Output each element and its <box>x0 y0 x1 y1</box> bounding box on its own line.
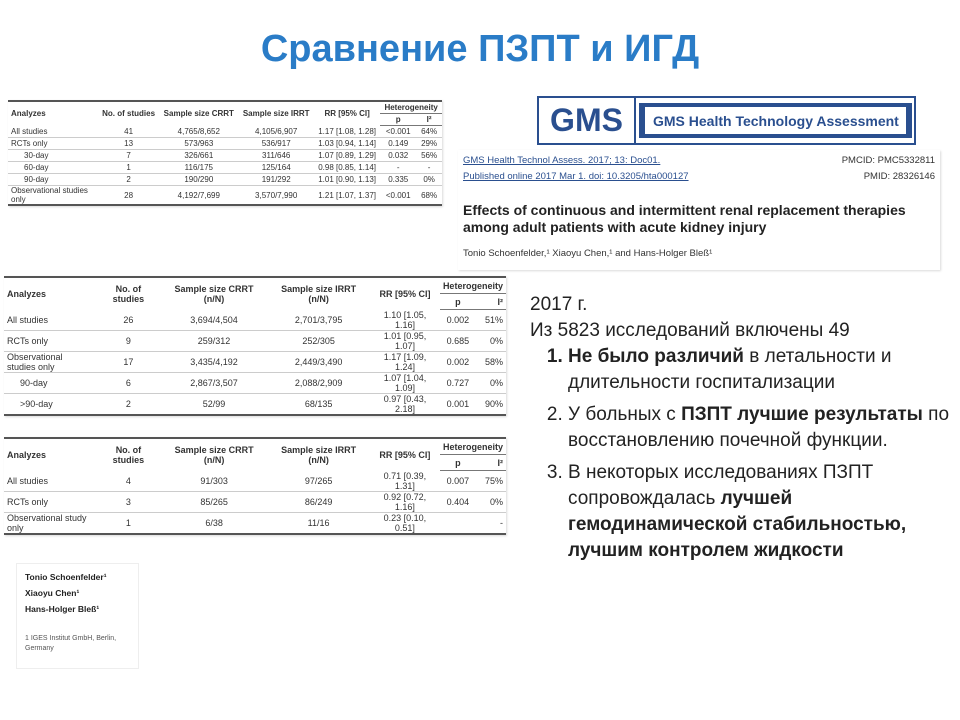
authors-card <box>16 563 139 669</box>
author-2: Xiaoyu Chen¹ <box>25 588 80 598</box>
table-row: All studies 41 4,765/8,652 4,105/6,907 1.17 [1.08, 1.28] <0.001 64% <box>8 126 442 138</box>
col-irrt: Sample size IRRT <box>238 101 314 126</box>
col-crrt: Sample size CRRT <box>159 101 238 126</box>
hospital-stay-table <box>4 437 506 535</box>
table-row: All studies 26 3,694/4,504 2,701/3,795 1.10 [1.05, 1.16] 0.002 51% <box>4 310 506 331</box>
finding-1: 1. Не было различий в летальности и длительности госпитализации <box>568 344 950 396</box>
col-irrt: Sample size IRRT (n/N) <box>267 277 370 310</box>
gms-journal-band <box>639 103 912 138</box>
summary-year: 2017 г. <box>530 294 588 315</box>
col-i2: I² <box>416 114 442 126</box>
col-analyzes: Analyzes <box>4 277 96 310</box>
author-3: Hans-Holger Bleß¹ <box>25 604 100 614</box>
finding-2: 2. У больных с ПЗПТ лучшие результаты по восстановлению почечной функции. <box>568 402 950 454</box>
col-studies: No. of studies <box>98 101 159 126</box>
table-row: RCTs only 9 259/312 252/305 1.01 [0.95, 1.07] 0.685 0% <box>4 330 506 351</box>
col-crrt: Sample size CRRT (n/N) <box>161 438 267 471</box>
summary-included: Из 5823 исследований включены 49 <box>530 320 850 341</box>
table-row: 30-day 7 326/661 311/646 1.07 [0.89, 1.29] 0.032 56% <box>8 150 442 162</box>
table-row: 90-day 6 2,867/3,507 2,088/2,909 1.07 [1.04, 1.09] 0.727 0% <box>4 372 506 393</box>
gms-logo: GMS <box>539 98 636 143</box>
col-analyzes: Analyzes <box>4 438 96 471</box>
col-heterogeneity: Heterogeneity <box>380 101 442 114</box>
col-studies: No. of studies <box>96 438 161 471</box>
gms-journal-name: GMS Health Technology Assessment <box>645 107 906 134</box>
table-row: >90-day 2 52/99 68/135 0.97 [0.43, 2.18] 0.001 90% <box>4 393 506 415</box>
col-rr: RR [95% CI] <box>314 101 380 126</box>
article-authors: Tonio Schoenfelder,¹ Xiaoyu Chen,¹ and Hans-Holger Bleß¹ <box>463 248 713 259</box>
table-row: All studies 4 91/303 97/265 0.71 [0.39, 1.31] 0.007 75% <box>4 471 506 492</box>
col-i2: I² <box>476 455 506 471</box>
renal-recovery-table <box>4 276 506 416</box>
table-row: RCTs only 13 573/963 536/917 1.03 [0.94, 1.14] 0.149 29% <box>8 138 442 150</box>
table-row: 90-day 2 190/290 191/292 1.01 [0.90, 1.13] 0.335 0% <box>8 174 442 186</box>
col-crrt: Sample size CRRT (n/N) <box>161 277 268 310</box>
col-studies: No. of studies <box>96 277 161 310</box>
author-1: Tonio Schoenfelder¹ <box>25 572 107 582</box>
col-p: p <box>440 455 476 471</box>
col-analyzes: Analyzes <box>8 101 98 126</box>
gms-journal-banner <box>537 96 916 145</box>
col-i2: I² <box>476 294 506 310</box>
col-heterogeneity: Heterogeneity <box>440 277 506 294</box>
summary-text <box>530 292 950 570</box>
col-rr: RR [95% CI] <box>370 438 440 471</box>
slide-title: Сравнение ПЗПТ и ИГД <box>260 28 700 70</box>
col-rr: RR [95% CI] <box>370 277 440 310</box>
author-affiliation: 1 IGES Institut GmbH, Berlin, Germany <box>25 635 117 652</box>
col-heterogeneity: Heterogeneity <box>440 438 506 455</box>
mortality-table <box>8 100 442 206</box>
table-row: Observational studies only 28 4,192/7,699 3,570/7,990 1.21 [1.07, 1.37] <0.001 68% <box>8 186 442 206</box>
findings-list <box>530 344 950 564</box>
article-title: Effects of continuous and intermittent renal replacement therapies among adult patients with acute kidney injury <box>463 202 906 235</box>
citation-doi[interactable]: Published online 2017 Mar 1. doi: 10.3205/hta000127 <box>463 171 689 182</box>
table-row: Observational studies only 17 3,435/4,192 2,449/3,490 1.17 [1.09, 1.24] 0.002 58% <box>4 351 506 372</box>
citation-pmcid: PMCID: PMC5332811 <box>841 155 935 166</box>
col-p: p <box>440 294 476 310</box>
citation-journal[interactable]: GMS Health Technol Assess. 2017; 13: Doc01. <box>463 155 661 166</box>
col-p: p <box>380 114 416 126</box>
table-row: RCTs only 3 85/265 86/249 0.92 [0.72, 1.16] 0.404 0% <box>4 491 506 512</box>
article-citation <box>458 150 940 270</box>
finding-3: 3. В некоторых исследованиях ПЗПТ сопровождалась лучшей гемодинамической стабильностью, лучшим контролем жидкости <box>568 460 950 564</box>
col-irrt: Sample size IRRT (n/N) <box>267 438 370 471</box>
citation-pmid: PMID: 28326146 <box>863 171 935 182</box>
table-row: Observational study only 1 6/38 11/16 0.23 [0.10, 0.51] - <box>4 512 506 534</box>
table-row: 60-day 1 116/175 125/164 0.98 [0.85, 1.14] - - <box>8 162 442 174</box>
